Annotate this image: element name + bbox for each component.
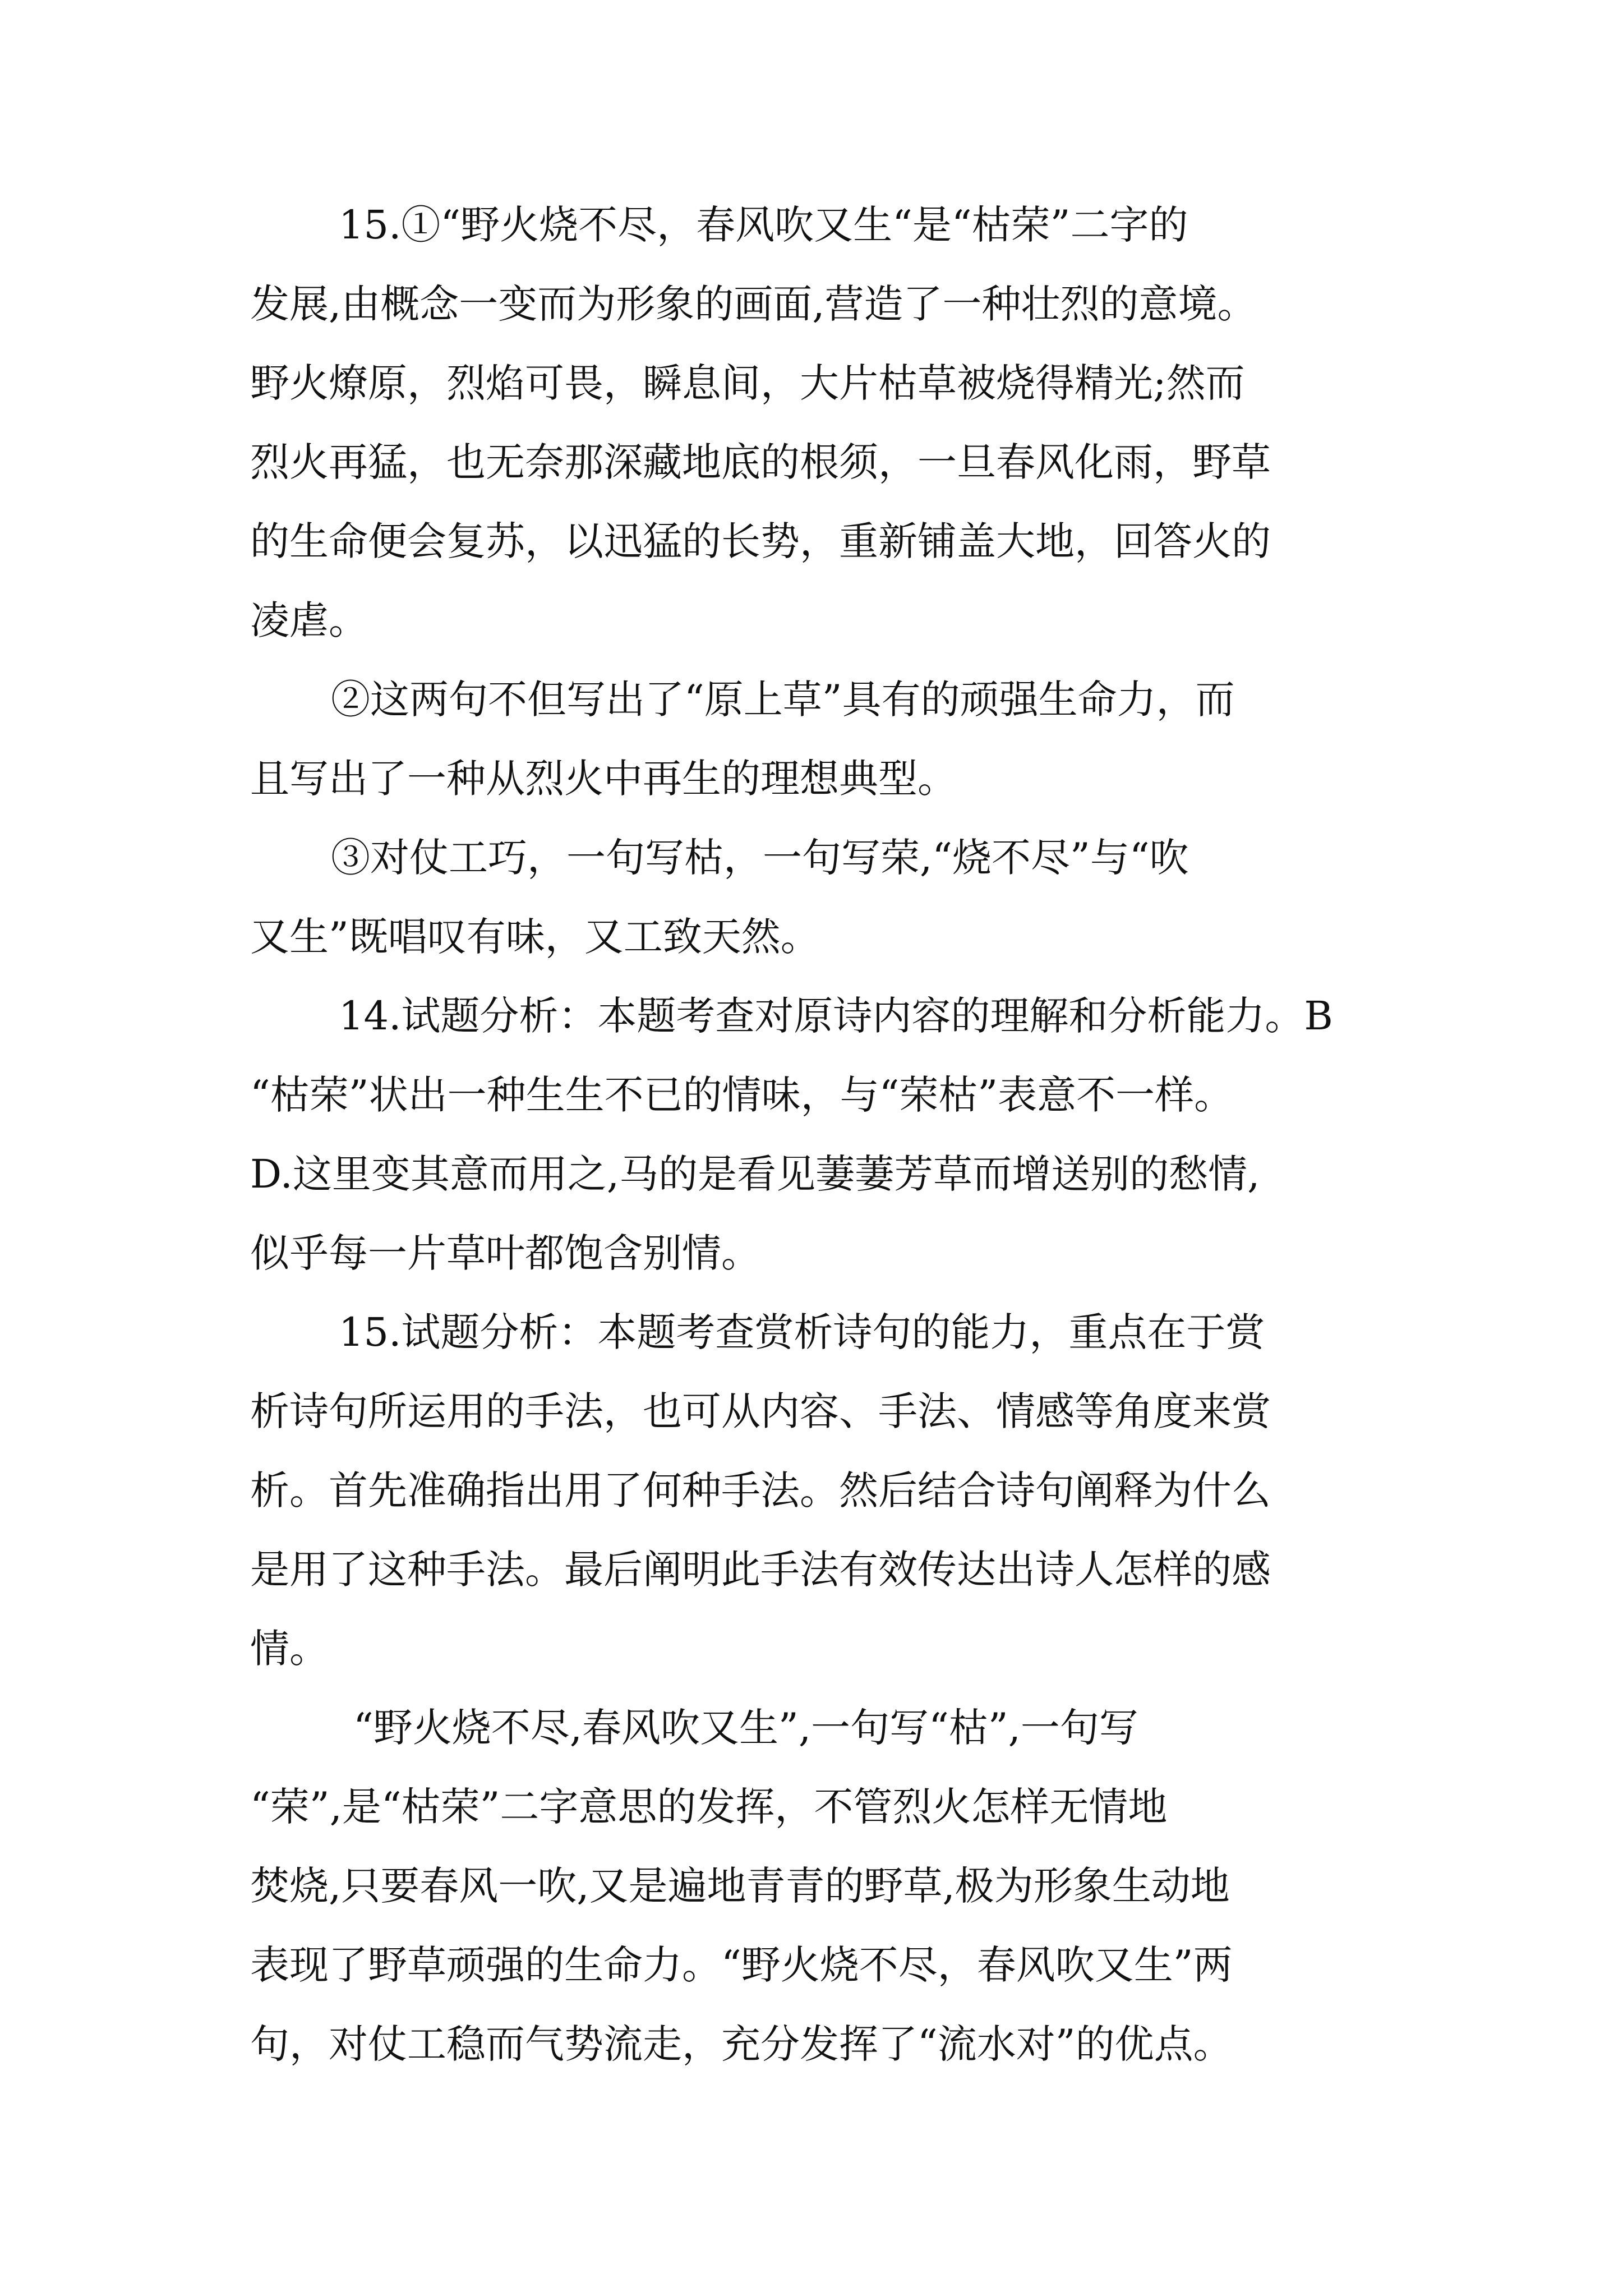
- text-line: 析诗句所运用的手法，也可从内容、手法、情感等角度来赏: [250, 1388, 1271, 1434]
- text-line: ②这两句不但写出了“原上草”具有的顽强生命力，而: [331, 677, 1235, 723]
- text-line: 焚烧,只要春风一吹,又是遍地青青的野草,极为形象生动地: [250, 1863, 1230, 1909]
- text-line: “野火烧不尽,春风吹又生”,一句写“枯”,一句写: [353, 1705, 1138, 1751]
- text-line: 15.①“野火烧不尽，春风吹又生“是“枯荣”二字的: [339, 202, 1188, 248]
- text-line: 的生命便会复苏，以迅猛的长势，重新铺盖大地，回答火的: [250, 518, 1271, 564]
- text-line: 表现了野草顽强的生命力。“野火烧不尽，春风吹又生”两: [250, 1942, 1233, 1988]
- text-line: 析。首先准确指出用了何种手法。然后结合诗句阐释为什么: [250, 1467, 1271, 1513]
- text-line: 15.试题分析：本题考查赏析诗句的能力，重点在于赏: [339, 1309, 1265, 1355]
- text-line: 情。: [250, 1626, 329, 1672]
- text-line: 是用了这种手法。最后阐明此手法有效传达出诗人怎样的感: [250, 1547, 1271, 1593]
- text-line: 又生”既唱叹有味，又工致天然。: [250, 914, 820, 960]
- text-line: 发展,由概念一变而为形象的画面,营造了一种壮烈的意境。: [250, 281, 1257, 327]
- text-line: 凌虐。: [250, 597, 368, 643]
- text-line: 烈火再猛，也无奈那深藏地底的根须，一旦春风化雨，野草: [250, 439, 1271, 485]
- text-line: 野火燎原，烈焰可畏，瞬息间，大片枯草被烧得精光;然而: [250, 360, 1245, 406]
- text-line: 14.试题分析：本题考查对原诗内容的理解和分析能力。B: [339, 993, 1333, 1039]
- text-line: 且写出了一种从烈火中再生的理想典型。: [250, 756, 957, 802]
- text-line: D.这里变其意而用之,马的是看见萋萋芳草而增送别的愁情,: [250, 1151, 1260, 1197]
- text-line: “枯荣”状出一种生生不已的情味，与“荣枯”表意不一样。: [250, 1072, 1234, 1118]
- text-line: 似乎每一片草叶都饱含别情。: [250, 1230, 760, 1276]
- text-line: ③对仗工巧，一句写枯，一句写荣,“烧不尽”与“吹: [331, 835, 1189, 881]
- text-line: 句，对仗工稳而气势流走，充分发挥了“流水对”的优点。: [250, 2021, 1233, 2067]
- text-line: “荣”,是“枯荣”二字意思的发挥，不管烈火怎样无情地: [250, 1784, 1168, 1830]
